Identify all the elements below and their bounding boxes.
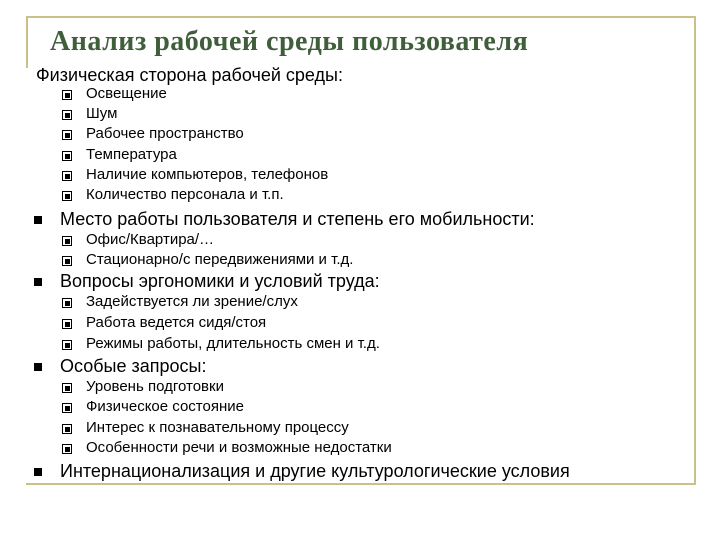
square-bullet-icon [34,468,42,476]
checkbox-bullet-icon [62,151,72,161]
checkbox-bullet-icon [62,110,72,120]
checkbox-bullet-icon [62,236,72,246]
intro-text: Физическая сторона рабочей среды: [36,65,343,85]
checkbox-bullet-icon [62,340,72,350]
checkbox-bullet-icon [62,444,72,454]
slide-title: Анализ рабочей среды пользователя [50,26,529,57]
checkbox-bullet-icon [62,171,72,181]
checkbox-bullet-icon [62,403,72,413]
square-bullet-icon [34,363,42,371]
checkbox-bullet-icon [62,383,72,393]
checkbox-bullet-icon [62,319,72,329]
square-bullet-icon [34,216,42,224]
frame-bottom-line [26,483,696,485]
checkbox-bullet-icon [62,424,72,434]
frame-right-line [694,16,696,484]
frame-left-line [26,16,28,68]
checkbox-bullet-icon [62,298,72,308]
frame-top-line [26,16,694,18]
checkbox-bullet-icon [62,191,72,201]
square-bullet-icon [34,278,42,286]
checkbox-bullet-icon [62,130,72,140]
checkbox-bullet-icon [62,256,72,266]
checkbox-bullet-icon [62,90,72,100]
